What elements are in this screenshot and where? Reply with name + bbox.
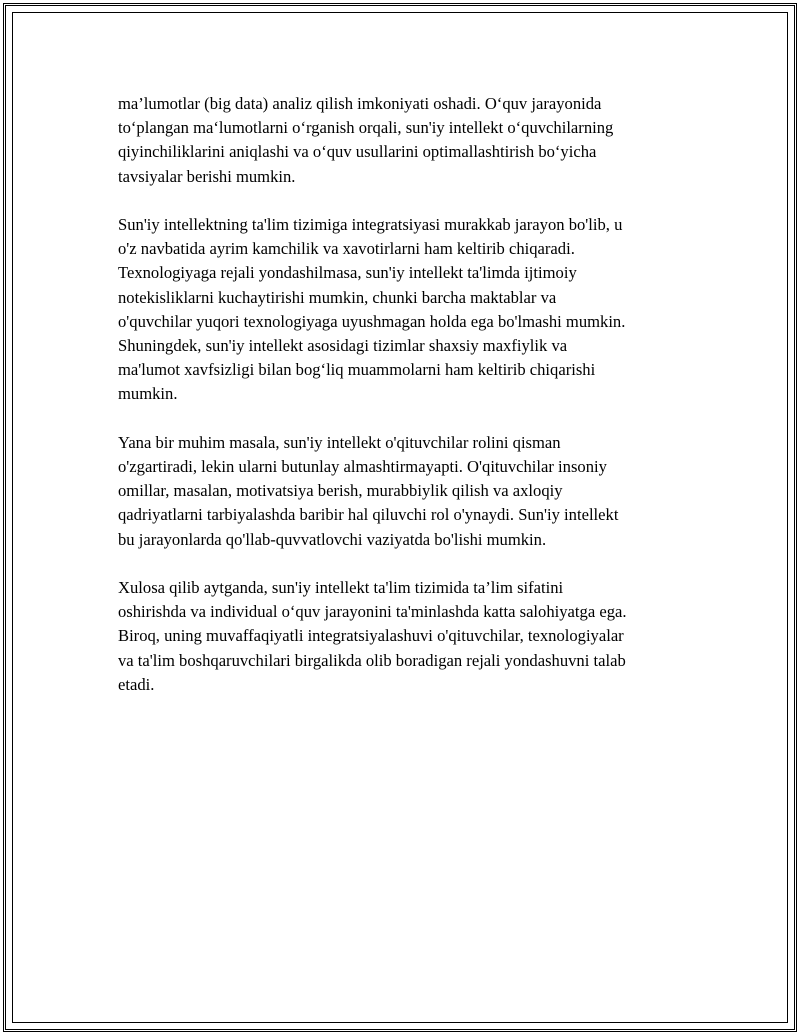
paragraph-1-line-3: qiyinchiliklarini aniqlashi va o‘quv usullarini optimallashtirish bo‘yicha [118,142,597,162]
paragraph-4 [118,576,698,697]
paragraph-4-line-3: Biroq, uning muvaffaqiyatli integratsiyalashuvi o'qituvchilar, texnologiyalar [118,626,624,646]
paragraph-2 [118,213,698,407]
paragraph-2-line-7: ma'lumot xavfsizligi bilan bog‘liq muammolarni ham keltirib chiqarishi [118,360,596,380]
paragraph-2-line-8: mumkin. [118,384,178,404]
paragraph-3-line-5: bu jarayonlarda qo'llab-quvvatlovchi vaziyatda bo'lishi mumkin. [118,529,547,549]
paragraph-3 [118,431,698,552]
paragraph-3-line-4: qadriyatlarni tarbiyalashda baribir hal qiluvchi rol o'ynaydi. Sun'iy intellekt [118,505,619,525]
paragraph-2-line-2: o'z navbatida ayrim kamchilik va xavotirlarni ham keltirib chiqaradi. [118,239,575,259]
paragraph-1 [118,92,698,189]
paragraph-1-line-1: ma’lumotlar (big data) analiz qilish imkoniyati oshadi. O‘quv jarayonida [118,94,602,113]
paragraph-2-line-5: o'quvchilar yuqori texnologiyaga uyushmagan holda ega bo'lmashi mumkin. [118,311,626,331]
paragraph-3-line-1: Yana bir muhim masala, sun'iy intellekt o'qituvchilar rolini qisman [118,432,561,452]
paragraph-4-line-1: Xulosa qilib aytganda, sun'iy intellekt ta'lim tizimida ta’lim sifatini [118,578,564,598]
paragraph-3-line-3: omillar, masalan, motivatsiya berish, murabbiylik qilish va axloqiy [118,481,563,501]
paragraph-2-line-3: Texnologiyaga rejali yondashilmasa, sun'iy intellekt ta'limda ijtimoiy [118,263,577,283]
paragraph-1-line-2: to‘plangan ma‘lumotlarni o‘rganish orqali, sun'iy intellekt o‘quvchilarning [118,118,614,138]
paragraph-4-line-4: va ta'lim boshqaruvchilari birgalikda olib boradigan rejali yondashuvni talab [118,650,626,670]
paragraph-2-line-1: Sun'iy intellektning ta'lim tizimiga integratsiyasi murakkab jarayon bo'lib, u [118,215,623,234]
paragraph-4-line-5: etadi. [118,674,155,694]
paragraph-1-line-4: tavsiyalar berishi mumkin. [118,166,296,186]
paragraph-2-line-6: Shuningdek, sun'iy intellekt asosidagi tizimlar shaxsiy maxfiylik va [118,336,568,356]
paragraph-2-line-4: notekisliklarni kuchaytirishi mumkin, chunki barcha maktablar va [118,287,557,307]
paragraph-3-line-2: o'zgartiradi, lekin ularni butunlay almashtirmayapti. O'qituvchilar insoniy [118,457,607,477]
document-body [118,92,698,721]
paragraph-4-line-2: oshirishda va individual o‘quv jarayonini ta'minlashda katta salohiyatga ega. [118,602,627,622]
